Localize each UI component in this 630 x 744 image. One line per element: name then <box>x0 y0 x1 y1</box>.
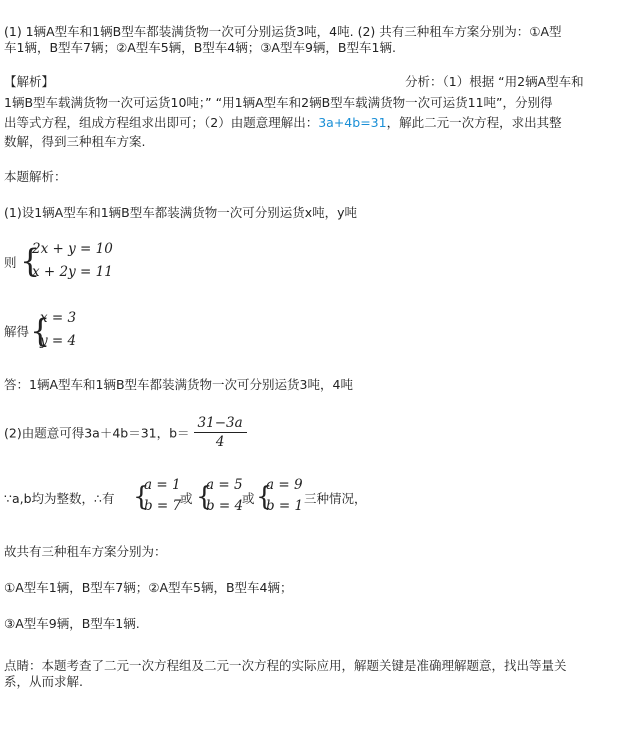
step-2 <box>4 415 247 450</box>
solution-x: x = 3 <box>40 310 77 326</box>
analysis-line-3 <box>4 113 562 131</box>
integer-text: ∵a,b均为整数，∴有 <box>4 491 115 506</box>
analysis-line-4: 数解，得到三种租车方案. <box>4 134 146 149</box>
solve-label: 解得 <box>4 324 30 339</box>
equation-1: 2x + y = 10 <box>32 241 113 257</box>
comment-line-1: 点睛：本题考查了二元一次方程组及二元一次方程的实际应用，解题关键是准确理解题意，找出等量关 <box>4 658 567 673</box>
option-3-b: b = 1 <box>266 498 304 514</box>
analysis-heading: 【解析】 <box>4 74 55 89</box>
analysis-line-3-end: ，解此二元一次方程，求出其整 <box>386 115 562 130</box>
solution-brace: { <box>30 312 51 350</box>
or-2: 或 <box>242 491 255 506</box>
equation-2: x + 2y = 11 <box>32 264 113 280</box>
option-1-a: a = 1 <box>144 477 181 493</box>
option-1-b: b = 7 <box>144 498 182 514</box>
key-equation: 3a+4b=31 <box>318 115 387 130</box>
or-1: 或 <box>180 491 193 506</box>
three-cases-text: 三种情况， <box>304 491 367 506</box>
option-2-a: a = 5 <box>206 477 243 493</box>
option-1-brace: { <box>133 482 150 512</box>
system-brace: { <box>20 242 41 280</box>
fraction-denominator: 4 <box>215 434 225 450</box>
step-2-text: (2)由题意可得3a＋4b＝31，b＝ <box>4 425 190 441</box>
analysis-line-1: 分析：（1）根据 “用2辆A型车和 <box>405 74 584 89</box>
plan-3: ③A型车9辆，B型车1辆. <box>4 616 140 631</box>
option-2-brace: { <box>196 482 213 512</box>
comment-line-2: 系，从而求解. <box>4 674 83 689</box>
conclusion-heading: 故共有三种租车方案分别为： <box>4 544 167 559</box>
step-1: (1)设1辆A型车和1辆B型车都装满货物一次可分别运货x吨，y吨 <box>4 205 358 220</box>
option-2-b: b = 4 <box>206 498 244 514</box>
answer-line-2: 车1辆，B型车7辆；②A型车5辆，B型车4辆；③A型车9辆，B型车1辆. <box>4 40 396 55</box>
fraction-numerator: 31−3a <box>194 415 247 433</box>
analysis-line-2: 1辆B型车载满货物一次可运货10吨；” “用1辆A型车和2辆B型车载满货物一次可运货11吨”，分别得 <box>4 95 553 110</box>
answer-part-1: 答：1辆A型车和1辆B型车都装满货物一次可分别运货3吨，4吨 <box>4 377 353 392</box>
analysis-line-3-start: 出等式方程，组成方程组求出即可；（2）由题意理解出： <box>4 115 319 130</box>
solution-y: y = 4 <box>40 333 77 349</box>
option-3-brace: { <box>256 482 273 512</box>
option-3-a: a = 9 <box>266 477 303 493</box>
solution-heading: 本题解析： <box>4 169 67 184</box>
answer-line-1: (1) 1辆A型车和1辆B型车都装满货物一次可分别运货3吨，4吨. (2) 共有三种租车方案分别为：①A型 <box>4 24 562 39</box>
b-fraction <box>194 415 247 450</box>
then-label: 则 <box>4 255 17 270</box>
plans-1-2: ①A型车1辆，B型车7辆；②A型车5辆，B型车4辆； <box>4 580 293 595</box>
